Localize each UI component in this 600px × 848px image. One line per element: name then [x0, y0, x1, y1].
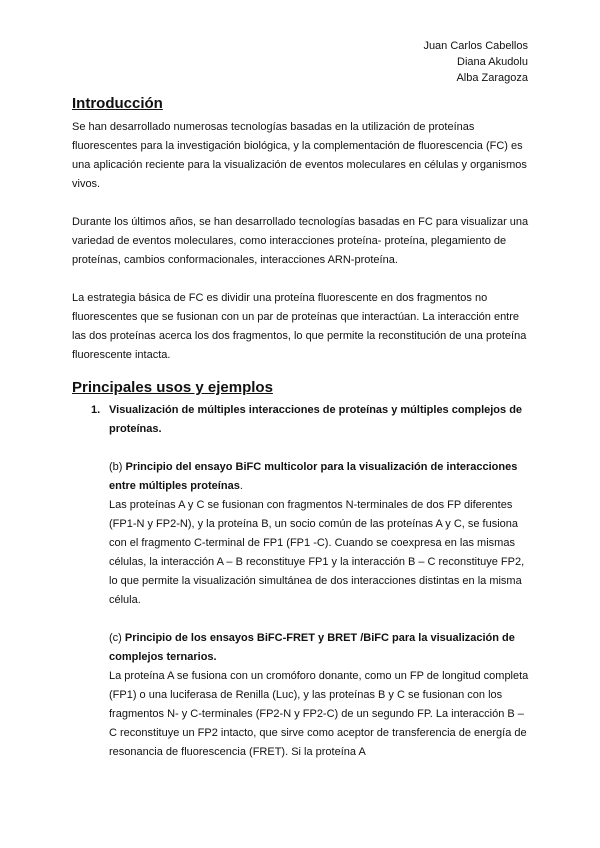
subsection-title: Principio de los ensayos BiFC-FRET y BRET /BiFC para la visualización de complejos ternarios. — [109, 632, 515, 663]
uses-heading: Principales usos y ejemplos — [72, 379, 273, 396]
subsection-title-end: . — [239, 480, 243, 492]
subsection-title: Principio del ensayo BiFC multicolor para la visualización de interacciones entre múltiples proteínas — [109, 461, 518, 492]
intro-paragraph: Se han desarrollado numerosas tecnologías basadas en la utilización de proteínas fluorescentes para la investigación biológica, y la complementación de fluorescencia (FC) es una aplicación reciente para la visualización de eventos moleculares en células y organismos vivos. — [72, 121, 527, 190]
author-name: Alba Zaragoza — [456, 72, 528, 84]
subsection-heading — [109, 629, 532, 667]
subsection-body: Las proteínas A y C se fusionan con fragmentos N-terminales de dos FP diferentes (FP1-N y FP2-N), y la proteína B, un socio común de las proteínas A y C, se fusiona con el fragmento C-terminal de FP1 (FP1 -C). Cuando se coexpresa en las mismas células, la interacción A – B reconstituye FP1 y la interacción B – C reconstituye FP2, lo que permite la visualización simultánea de dos interacciones distintas en la misma célula. — [109, 499, 525, 606]
subsection-label: (b) — [109, 461, 126, 473]
subsection-c — [72, 629, 532, 762]
intro-paragraph: Durante los últimos años, se han desarrollado tecnologías basadas en FC para visualizar una variedad de eventos moleculares, como interacciones proteína- proteína, plegamiento de proteínas, cambios conformacionales, interacciones ARN-proteína. — [72, 216, 529, 266]
author-list — [423, 38, 528, 86]
list-number: 1. — [91, 404, 101, 416]
intro-paragraph: La estrategia básica de FC es dividir una proteína fluorescente en dos fragmentos no fluorescentes que se fusionan con un par de proteínas que interactúan. La interacción entre las dos proteínas acerca los dos fragmentos, lo que permite la reconstitución de una proteína fluorescente intacta. — [72, 292, 527, 361]
author-name: Diana Akudolu — [457, 56, 528, 68]
subsection-b — [72, 458, 532, 610]
subsection-label: (c) — [109, 632, 125, 644]
subsection-heading — [109, 458, 532, 496]
list-item — [72, 401, 532, 439]
subsection-body: La proteína A se fusiona con un cromóforo donante, como un FP de longitud completa (FP1) o una luciferasa de Renilla (Luc), y las proteínas B y C se fusionan con los fragmentos N- y C-terminales (FP2-N y FP2-C) de un segundo FP. La interacción B – C reconstituye un FP2 intacto, que sirve como aceptor de transferencia de energía de resonancia de fluorescencia (FRET). Si la proteína A — [109, 670, 529, 758]
author-name: Juan Carlos Cabellos — [423, 40, 528, 52]
document-body — [72, 95, 532, 781]
list-item-text: Visualización de múltiples interacciones de proteínas y múltiples complejos de proteínas. — [109, 404, 523, 435]
intro-heading: Introducción — [72, 95, 163, 112]
